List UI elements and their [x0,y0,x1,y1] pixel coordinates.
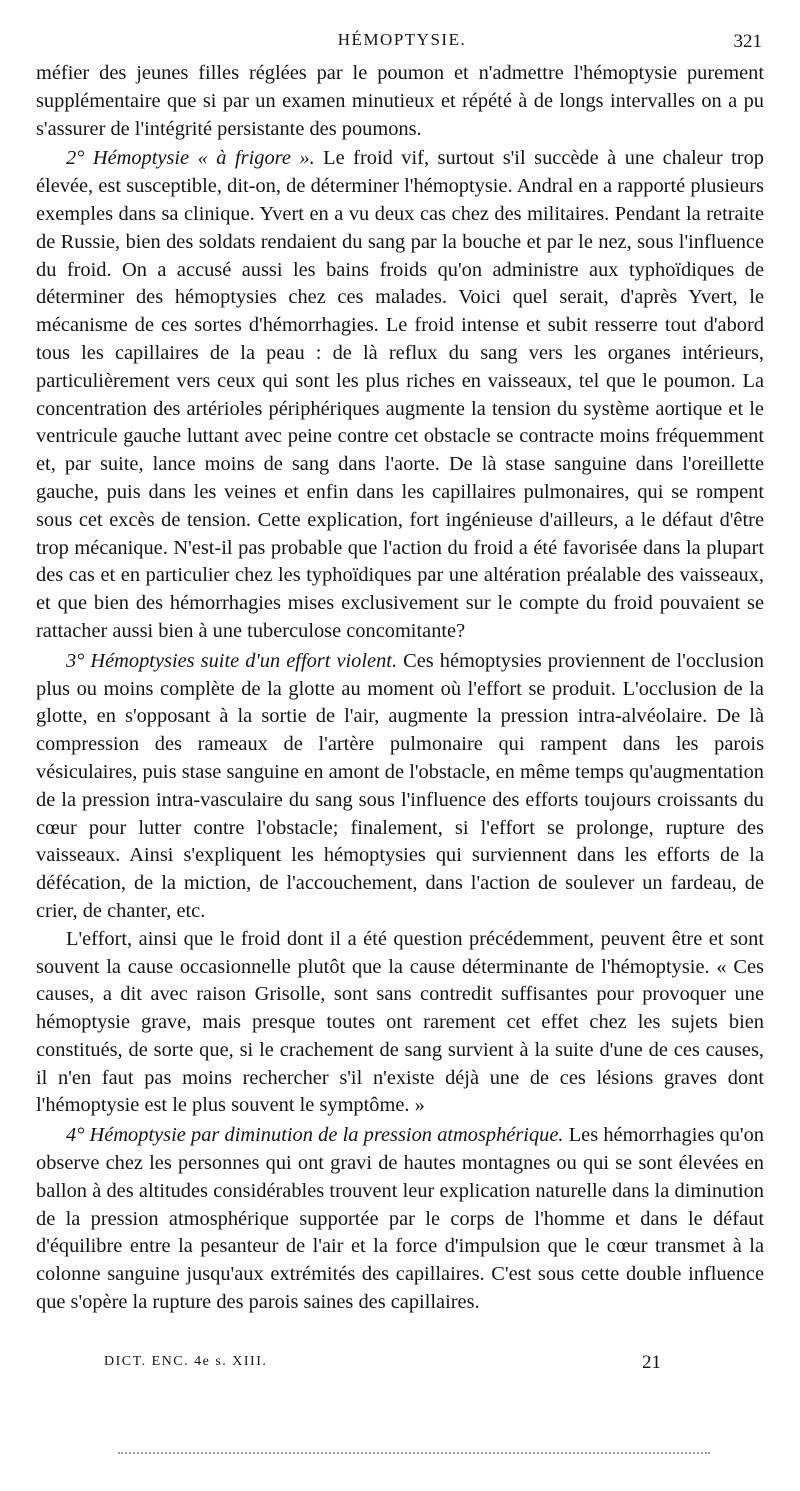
section-heading: 2° Hémoptysie « à frigore ». [66,147,315,170]
paragraph-text: Les hémorrhagies qu'on observe chez les personnes qui ont gravi de hautes montagnes ou qui se sont élevées en ballon à des altitudes considérables trouvent leur explication naturelle dans la diminution de la pression atmosphérique supportée par le corps de l'homme et dans le défaut d'équilibre entre la pesanteur de l'air et la force d'impulsion que le cœur transmet à la colonne sanguine jusqu'aux extrémités des capillaires. C'est sous cette double influence que s'opère la rupture des parois saines des capillaires. [36,1124,764,1314]
section-frigore [36,145,764,645]
page-footer [36,1352,764,1382]
signature-number: 21 [642,1352,661,1373]
bottom-dotted-rule [118,1452,710,1454]
section-pression [36,1122,764,1317]
printer-signature: DICT. ENC. 4e s. XIII. [104,1354,268,1369]
paragraph-text: Le froid vif, surtout s'il succède à une chaleur trop élevée, est susceptible, dit-on, de déterminer l'hémoptysie. Andral en a rapporté plusieurs exemples dans sa clinique. Yvert en a vu deux cas chez des militaires. Pendant la retraite de Russie, bien des soldats rendaient du sang par la bouche et par le nez, sous l'influence du froid. On a accusé aussi les bains froids qu'on administre aux typhoïdiques de déterminer des hémoptysies chez ces malades. Voici quel serait, d'après Yvert, le mécanisme de ces sortes d'hémorrhagies. Le froid intense et subit resserre tout d'abord tous les capillaires de la peau : de là reflux du sang vers les organes intérieurs, particulièrement vers ceux qui sont les plus riches en vaisseaux, tel que le poumon. La concentration des artérioles périphériques augmente la tension du système aortique et le ventricule gauche luttant avec peine contre cet obstacle se contracte moins fréquemment et, par suite, lance moins de sang dans l'aorte. De là stase sanguine dans l'oreillette gauche, puis dans les veines et enfin dans les capillaires pulmonaires, qui se rompent sous cet excès de tension. Cette explication, fort ingénieuse d'ailleurs, a le défaut d'être trop mécanique. N'est-il pas probable que l'action du froid a été favorisée dans la plupart des cas et en particulier chez les typhoïdiques par une altération préalable des vaisseaux, et que bien des hémorrhagies mises exclusivement sur le compte du froid pouvaient se rattacher aussi bien à une tuberculose concomitante? [36,147,764,642]
running-title: HÉMOPTYSIE. [337,30,467,49]
section-heading: 3° Hémoptysies suite d'un effort violent. [66,649,398,672]
paragraph-text: méfier des jeunes filles réglées par le poumon et n'admettre l'hémoptysie purement supplémentaire que si par un examen minutieux et répété à de longs intervalles on a pu s'assurer de l'intégrité persistante des poumons. [36,62,764,140]
paragraph-text: Ces hémoptysies proviennent de l'occlusion plus ou moins complète de la glotte au moment où l'effort se produit. L'occlusion de la glotte, en s'opposant à la sortie de l'air, augmente la pression intra-alvéolaire. De là compression des rameaux de l'artère pulmonaire qui rampent dans les parois vésiculaires, puis stase sanguine en amont de l'obstacle, en même temps qu'augmentation de la pression intra-vasculaire du sang sous l'influence des efforts toujours croissants du cœur pour lutter contre l'obstacle; finalement, si l'effort se prolonge, rupture des vaisseaux. Ainsi s'expliquent les hémoptysies qui surviennent dans les efforts de la défécation, de la miction, de l'accouchement, dans l'action de soulever un fardeau, de crier, de chanter, etc. [36,649,764,922]
page-number: 321 [733,31,762,52]
body-text [36,60,764,1317]
paragraph-effort-cause [36,926,764,1121]
section-effort [36,648,764,926]
paragraph-text: L'effort, ainsi que le froid dont il a été question précédemment, peuvent être et sont souvent la cause occasionnelle plutôt que la cause déterminante de l'hémoptysie. « Ces causes, a dit avec raison Grisolle, sont sans contredit suffisantes pour provoquer une hémoptysie grave, mais presque toutes ont rarement cet effet chez les sujets bien constitués, de sorte que, si le crachement de sang survient à la suite d'une de ces causes, il n'en faut pas moins rechercher s'il n'existe déjà une de ces lésions graves dont l'hémoptysie est le plus souvent le symptôme. » [36,927,764,1117]
running-head [36,30,768,54]
paragraph-continuation [36,60,764,143]
section-heading: 4° Hémoptysie par diminution de la pression atmosphérique. [66,1124,564,1147]
